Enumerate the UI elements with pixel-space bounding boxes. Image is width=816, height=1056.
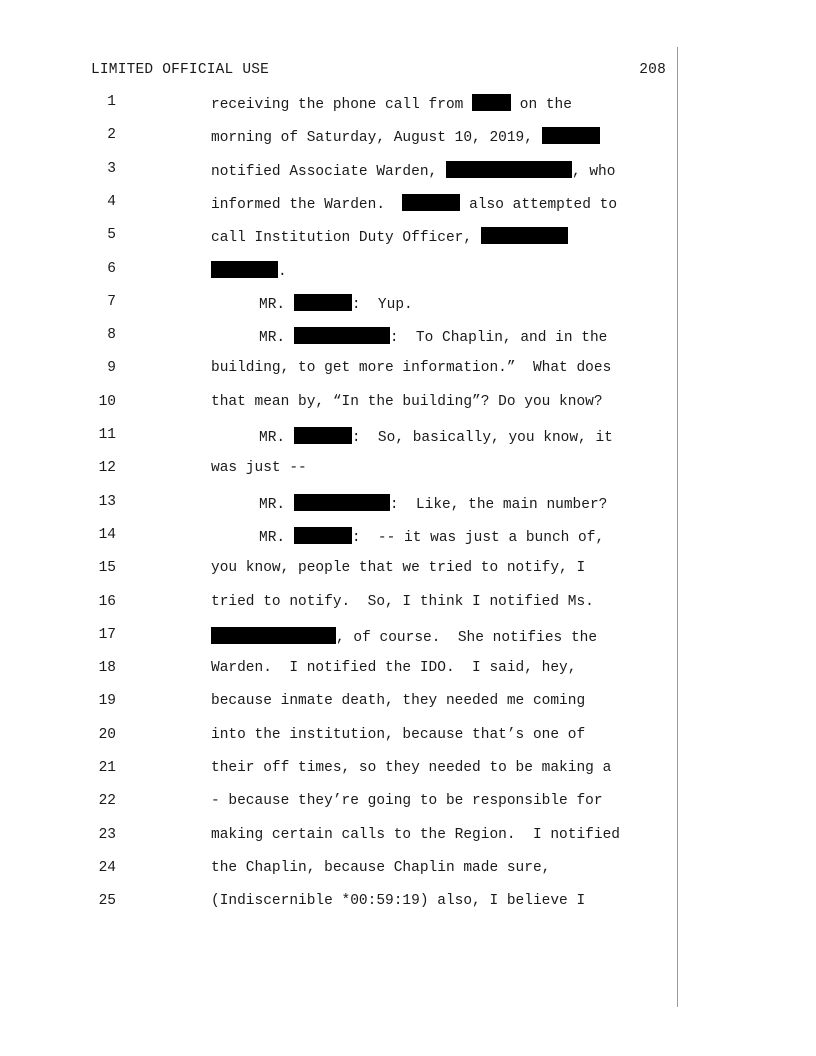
line-text: that mean by, “In the building”? Do you know? bbox=[211, 393, 603, 410]
line-text: : So, basically, you know, it bbox=[351, 430, 613, 446]
transcript-line bbox=[259, 494, 607, 513]
line-number: 1 bbox=[107, 94, 116, 110]
line-text: on the bbox=[511, 97, 572, 113]
transcript-line bbox=[211, 394, 603, 410]
line-text: their off times, so they needed to be making a bbox=[211, 760, 612, 776]
line-text: tried to notify. So, I think I notified Ms. bbox=[211, 593, 594, 610]
line-number: 17 bbox=[98, 626, 116, 643]
transcript-line bbox=[211, 827, 620, 843]
transcript-line bbox=[211, 693, 585, 709]
line-text: MR. bbox=[259, 430, 294, 446]
redaction-box bbox=[294, 327, 390, 344]
line-number: 25 bbox=[98, 893, 116, 910]
transcript-line bbox=[259, 294, 413, 313]
redaction-box bbox=[294, 494, 390, 511]
line-text: . bbox=[278, 263, 287, 280]
transcript-line bbox=[211, 660, 576, 676]
transcript-line bbox=[211, 360, 611, 376]
line-number: 5 bbox=[107, 227, 116, 244]
line-text: notified Associate Warden, bbox=[211, 163, 446, 180]
line-text: informed the Warden. bbox=[211, 196, 403, 213]
line-text: , of course. She notifies the bbox=[336, 629, 598, 646]
redaction-box bbox=[542, 127, 600, 144]
page-number: 208 bbox=[639, 62, 666, 78]
redaction-box bbox=[402, 194, 460, 211]
line-text: - because they’re going to be responsible for bbox=[211, 793, 603, 810]
transcript-line bbox=[211, 727, 585, 743]
header-classification: LIMITED OFFICIAL USE bbox=[91, 62, 270, 78]
line-number: 18 bbox=[98, 660, 116, 677]
redaction-box bbox=[472, 94, 511, 111]
redaction-box bbox=[294, 427, 352, 444]
transcript-line bbox=[211, 127, 600, 146]
line-text: MR. bbox=[259, 330, 294, 347]
transcript-line bbox=[211, 227, 568, 246]
line-number: 6 bbox=[107, 260, 116, 277]
transcript-line bbox=[211, 194, 617, 213]
line-number: 15 bbox=[98, 560, 116, 577]
line-number: 7 bbox=[107, 293, 116, 310]
right-margin-rule bbox=[677, 47, 678, 1007]
line-text: receiving the phone call from bbox=[211, 97, 473, 113]
line-text: building, to get more information.” What does bbox=[211, 360, 612, 377]
line-number: 19 bbox=[98, 693, 116, 710]
line-text: the Chaplin, because Chaplin made sure, bbox=[211, 859, 551, 876]
redaction-box bbox=[211, 261, 278, 278]
transcript-line bbox=[211, 161, 615, 180]
line-text: making certain calls to the Region. I notified bbox=[211, 826, 620, 843]
line-number: 9 bbox=[107, 360, 116, 377]
transcript-line bbox=[211, 627, 597, 646]
transcript-line bbox=[211, 860, 550, 876]
redaction-box bbox=[294, 527, 352, 544]
line-text: because inmate death, they needed me coming bbox=[211, 693, 586, 710]
line-text: : Yup. bbox=[351, 296, 413, 313]
line-text: Warden. I notified the IDO. I said, hey, bbox=[211, 660, 577, 677]
line-text: morning of Saturday, August 10, 2019, bbox=[211, 130, 542, 147]
line-number: 14 bbox=[98, 526, 116, 543]
line-number: 2 bbox=[107, 127, 116, 144]
transcript-line bbox=[211, 594, 594, 610]
line-text: MR. bbox=[259, 296, 294, 313]
line-number: 12 bbox=[98, 460, 116, 477]
line-text: , who bbox=[571, 163, 616, 180]
line-text: (Indiscernible *00:59:19) also, I believe I bbox=[211, 893, 586, 910]
redaction-box bbox=[481, 227, 568, 244]
line-number: 21 bbox=[98, 760, 116, 776]
line-text: MR. bbox=[259, 496, 294, 513]
redaction-box bbox=[294, 294, 352, 311]
transcript-line bbox=[211, 460, 307, 476]
line-text: into the institution, because that’s one of bbox=[211, 726, 586, 743]
line-number: 13 bbox=[98, 493, 116, 510]
line-number: 4 bbox=[107, 193, 116, 210]
line-text: was just -- bbox=[211, 460, 307, 477]
line-text: : Like, the main number? bbox=[389, 496, 608, 513]
transcript-line bbox=[211, 793, 603, 809]
line-text: : To Chaplin, and in the bbox=[389, 330, 608, 347]
line-text: also attempted to bbox=[460, 196, 618, 213]
line-text: MR. bbox=[259, 529, 294, 546]
redaction-box bbox=[211, 627, 336, 644]
redaction-box bbox=[446, 161, 572, 178]
transcript-line bbox=[259, 527, 604, 546]
transcript-line bbox=[211, 560, 585, 576]
line-text: : -- it was just a bunch of, bbox=[351, 529, 605, 546]
line-number: 16 bbox=[98, 593, 116, 610]
line-number: 20 bbox=[98, 726, 116, 743]
line-number: 10 bbox=[98, 393, 116, 410]
line-text: you know, people that we tried to notify, I bbox=[211, 560, 586, 577]
line-number: 23 bbox=[98, 826, 116, 843]
transcript-line bbox=[211, 760, 611, 776]
line-number: 8 bbox=[107, 327, 116, 344]
line-number: 24 bbox=[98, 859, 116, 876]
transcript-line bbox=[211, 94, 572, 113]
transcript-line bbox=[259, 427, 613, 446]
line-number: 3 bbox=[107, 160, 116, 177]
transcript-line bbox=[211, 261, 287, 280]
line-text: call Institution Duty Officer, bbox=[211, 230, 481, 247]
line-number: 22 bbox=[98, 793, 116, 810]
transcript-line bbox=[211, 893, 585, 909]
line-number: 11 bbox=[98, 427, 116, 443]
transcript-line bbox=[259, 327, 607, 346]
